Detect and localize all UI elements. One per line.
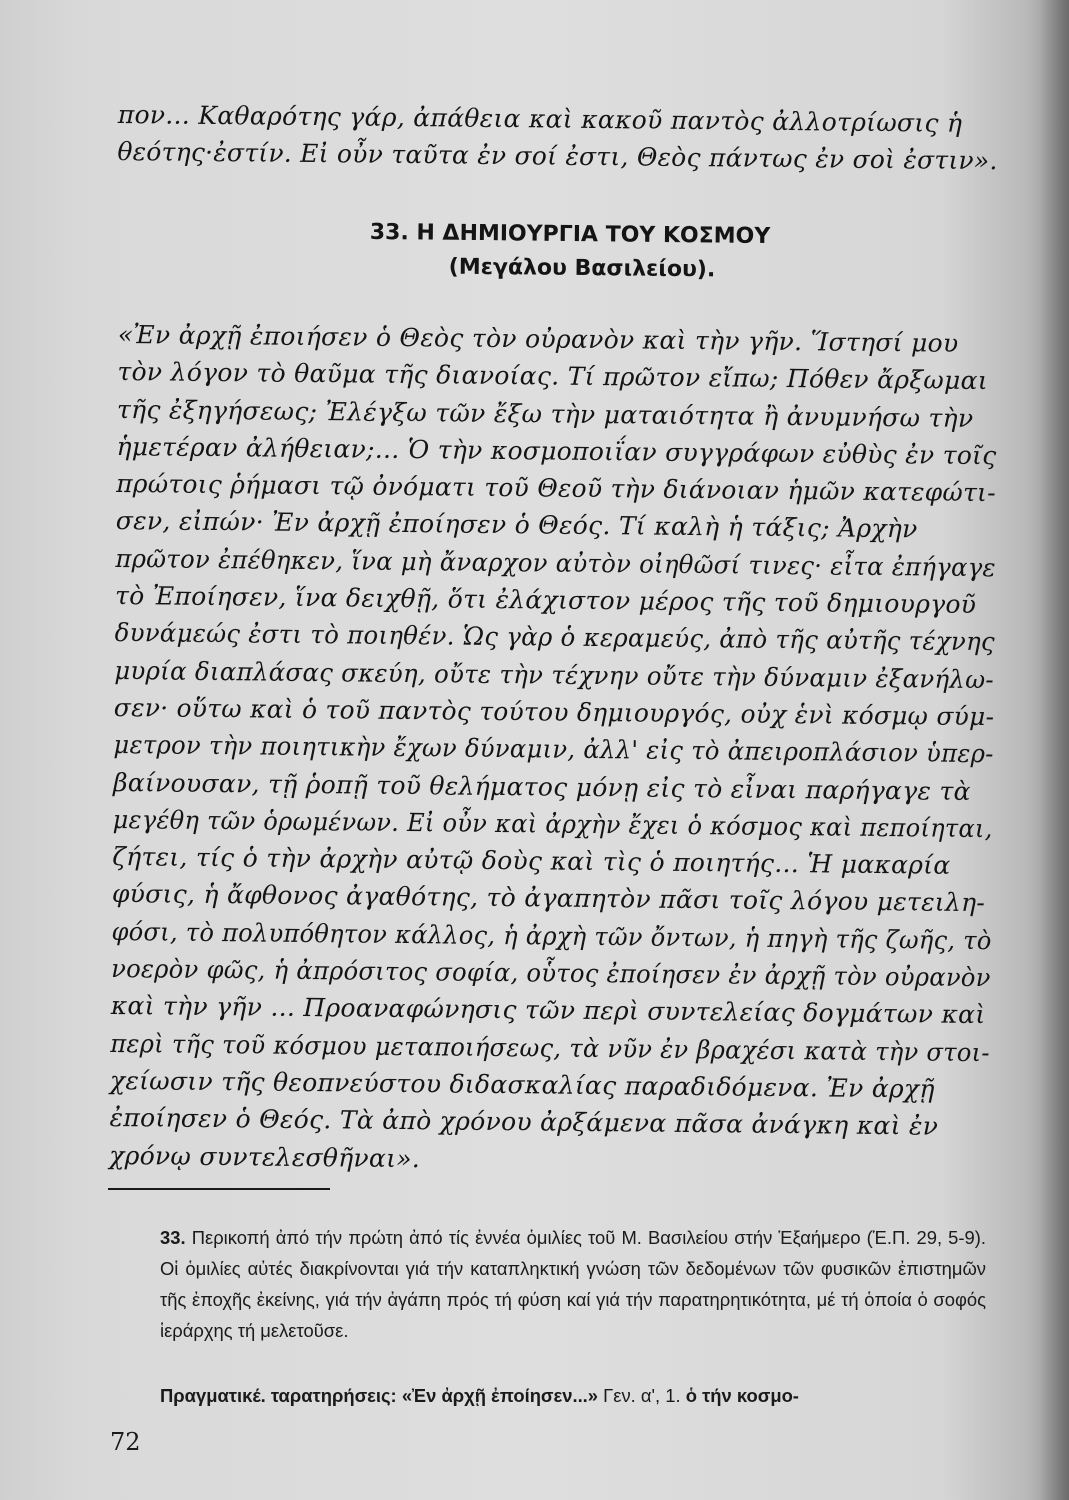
page-edge-shadow bbox=[1039, 0, 1069, 1500]
text-line: χείωσιν τῆς θεοπνεύστου διδασκαλίας παραδιδόμενα. Ἐν ἀρχῇ bbox=[109, 1065, 935, 1104]
text-line: ἡμετέραν ἀλήθειαν;... Ὁ τὴν κοσμοποιΐαν συγγράφων εὐθὺς ἐν τοῖς bbox=[116, 431, 997, 471]
intro-paragraph bbox=[117, 96, 998, 180]
text-line: «Ἐν ἀρχῇ ἐποιήσεν ὁ Θεὸς τὸν οὐρανὸν καὶ τὴν γῆν. Ἵστησί μου bbox=[117, 319, 959, 358]
text-line: πρῶτον ἐπέθηκεν, ἵνα μὴ ἄναρχον αὐτὸν οἰηθῶσί τινες· εἶτα ἐπήγαγε bbox=[115, 543, 997, 582]
footnote-remarks bbox=[160, 1380, 1000, 1411]
text-line: περὶ τῆς τοῦ κόσμου μεταποιήσεως, τὰ νῦν ἐν βραχέσι κατὰ τὴν στοι- bbox=[110, 1028, 990, 1067]
text-line: τὸ Ἐποίησεν, ἵνα δειχθῇ, ὅτι ἐλάχιστον μέρος τῆς τοῦ δημιουργοῦ bbox=[114, 581, 977, 620]
text-line: τῆς ἐξηγήσεως; Ἐλέγξω τῶν ἔξω τὴν ματαιότητα ἢ ἀνυμνήσω τὴν bbox=[116, 394, 974, 433]
footnote-divider bbox=[108, 1188, 330, 1190]
remarks-label: Πραγματικέ. ταρατηρήσεις: bbox=[160, 1385, 397, 1406]
text-line: νοερὸν φῶς, ἡ ἀπρόσιτος σοφία, οὗτος ἐποίησεν ἐν ἀρχῇ τὸν οὐρανὸν bbox=[111, 954, 991, 993]
text-line: φόσι, τὸ πολυπόθητον κάλλος, ἡ ἀρχὴ τῶν ὄντων, ἡ πηγὴ τῆς ζωῆς, τὸ bbox=[111, 916, 992, 955]
section-title: 33. Η ΔΗΜΙΟΥΡΓΙΑ ΤΟΥ ΚΟΣΜΟΥ bbox=[369, 219, 771, 250]
footnote bbox=[160, 1222, 986, 1346]
footnote-text: Περικοπή ἀπό τήν πρώτη ἀπό τίς ἐννέα ὁμιλίες τοῦ Μ. Βασιλείου στήν Ἑξαήμερο (Ἑ.Π. 29, 5-9). Οἱ ὁμιλίες αὐτές διακρίνονται γιά τήν καταπληκτική γνώση τῶν δεδομένων τῶν φυσικῶν ἐπιστημῶν τῆς ἐποχῆς ἐκείνης, γιά τήν ἀγάπη πρός τή φύση καί γιά τήν παρατηρητικότητα, μέ τή ὁποία ὁ σοφός ἱεράρχης τή μελετοῦσε. bbox=[160, 1227, 986, 1341]
text-line: δυνάμεώς ἐστι τὸ ποιηθέν. Ὡς γὰρ ὁ κεραμεύς, ἀπὸ τῆς αὐτῆς τέχνης bbox=[114, 618, 996, 657]
text-line: ἐποίησεν ὁ Θεός. Τὰ ἀπὸ χρόνου ἀρξάμενα πᾶσα ἀνάγκη καὶ ἐν bbox=[109, 1103, 939, 1141]
text-line: πρώτοις ῥήμασι τῷ ὀνόματι τοῦ Θεοῦ τὴν διάνοιαν ἡμῶν κατεφώτι- bbox=[116, 469, 997, 508]
remarks-tail: ὁ τήν κοσμο- bbox=[685, 1385, 799, 1406]
page-number: 72 bbox=[110, 1428, 141, 1456]
text-line: φύσις, ἡ ἄφθονος ἀγαθότης, τὸ ἀγαπητὸν πᾶσι τοῖς λόγου μετειλη- bbox=[111, 879, 986, 918]
footnote-number: 33. bbox=[160, 1227, 186, 1248]
intro-line: θεότης·ἐστίν. Εἰ οὖν ταῦτα ἐν σοί ἐστι, Θεὸς πάντως ἐν σοὶ ἐστιν». bbox=[117, 137, 998, 176]
text-line: μετρον τὴν ποιητικὴν ἔχων δύναμιν, ἀλλ' εἰς τὸ ἀπειροπλάσιον ὑπερ- bbox=[113, 730, 994, 769]
text-line: μεγέθη τῶν ὁρωμένων. Εἰ οὖν καὶ ἀρχὴν ἔχει ὁ κόσμος καὶ πεποίηται, bbox=[112, 804, 993, 844]
section-subtitle: (Μεγάλου Βασιλείου). bbox=[448, 254, 716, 283]
text-line: σεν· οὕτω καὶ ὁ τοῦ παντὸς τούτου δημιουργός, οὐχ ἑνὶ κόσμῳ σύμ- bbox=[113, 692, 995, 732]
text-line: τὸν λόγον τὸ θαῦμα τῆς διανοίας. Τί πρῶτον εἴπω; Πόθεν ἄρξωμαι bbox=[117, 357, 989, 396]
text-line: χρόνῳ συντελεσθῆναι». bbox=[109, 1140, 421, 1173]
text-line: καὶ τὴν γῆν ... Προαναφώνησις τῶν περὶ συντελείας δογμάτων καὶ bbox=[110, 991, 986, 1030]
remarks-ref: Γεν. α', 1. bbox=[603, 1385, 681, 1406]
text-line: βαίνουσαν, τῇ ῥοπῇ τοῦ θελήματος μόνῃ εἰς τὸ εἶναι παρήγαγε τὰ bbox=[112, 767, 971, 806]
main-text bbox=[109, 316, 998, 1183]
intro-line: πον... Καθαρότης γάρ, ἀπάθεια καὶ κακοῦ παντὸς ἀλλοτρίωσις ἡ bbox=[117, 99, 963, 138]
text-line: σεν, εἰπών· Ἐν ἀρχῇ ἐποίησεν ὁ Θεός. Τί καλὴ ἡ τάξις; Ἀρχὴν bbox=[115, 506, 918, 544]
text-line: μυρία διαπλάσας σκεύη, οὔτε τὴν τέχνην οὔτε τὴν δύναμιν ἐξανήλω- bbox=[114, 655, 995, 694]
remarks-quote: «Ἐν ἀρχῇ ἐποίησεν...» bbox=[401, 1385, 599, 1406]
text-line: ζήτει, τίς ὁ τὴν ἀρχὴν αὐτῷ δοὺς καὶ τὶς ὁ ποιητής... Ἡ μακαρία bbox=[112, 842, 951, 880]
